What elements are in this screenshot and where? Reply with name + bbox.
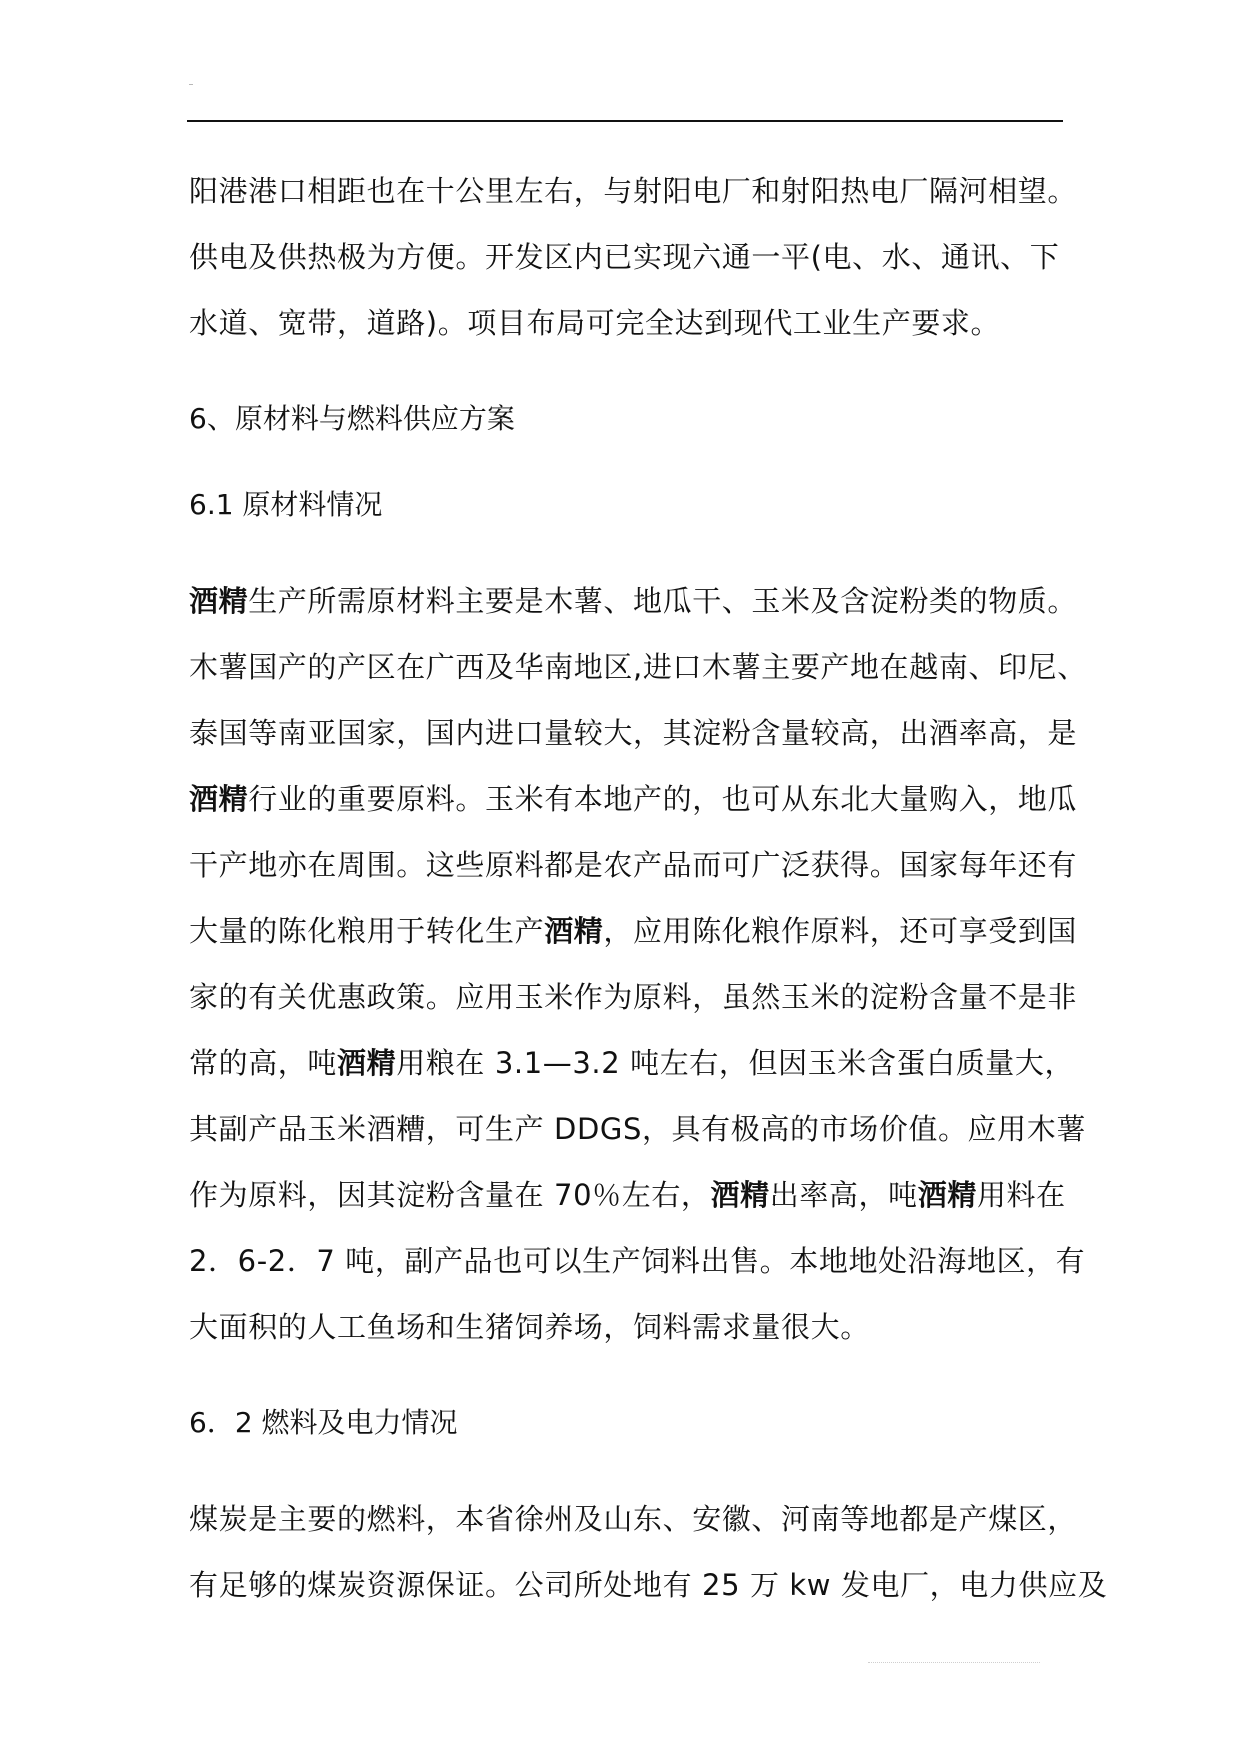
highlighted-term: 酒精 xyxy=(189,584,249,618)
raw-material-paragraph xyxy=(189,568,1087,1360)
fuel-paragraph xyxy=(189,1486,1108,1618)
line-text: 常的高，吨 xyxy=(189,1046,338,1080)
line-text: 出率高，吨 xyxy=(769,1178,918,1212)
highlighted-term: 酒精 xyxy=(917,1178,977,1212)
highlighted-term: 酒精 xyxy=(337,1046,397,1080)
paragraph-line xyxy=(189,766,1078,832)
highlighted-term: 酒精 xyxy=(189,782,249,816)
footer-rule xyxy=(868,1662,1040,1663)
paragraph-line xyxy=(189,1162,1066,1228)
document-body xyxy=(189,158,1108,1618)
intro-paragraph xyxy=(189,158,1078,356)
line-text: 行业的重要原料。玉米有本地产的，也可从东北大量购入，地瓜 xyxy=(248,782,1078,816)
paragraph-line: 水道、宽带，道路)。项目布局可完全达到现代工业生产要求。 xyxy=(189,306,1001,340)
paragraph-line xyxy=(189,898,1078,964)
section-heading-6-2: 6．2 燃料及电力情况 xyxy=(189,1406,458,1439)
header-rule xyxy=(187,120,1063,122)
line-text: 大量的陈化粮用于转化生产 xyxy=(189,914,545,948)
paragraph-line: 其副产品玉米酒糟，可生产 DDGS，具有极高的市场价值。应用木薯 xyxy=(189,1112,1086,1146)
highlighted-term: 酒精 xyxy=(710,1178,770,1212)
paragraph-line: 木薯国产的产区在广西及华南地区,进口木薯主要产地在越南、印尼、 xyxy=(189,650,1087,684)
paragraph-line: 煤炭是主要的燃料，本省徐州及山东、安徽、河南等地都是产煤区， xyxy=(189,1502,1078,1536)
section-heading-6-1: 6.1 原材料情况 xyxy=(189,488,383,521)
paragraph-line: 供电及供热极为方便。开发区内已实现六通一平(电、水、通讯、下 xyxy=(189,240,1060,274)
paragraph-line xyxy=(189,568,1078,634)
line-text: 用粮在 3.1—3.2 吨左右，但因玉米含蛋白质量大， xyxy=(396,1046,1075,1080)
paragraph-line: 大面积的人工鱼场和生猪饲养场，饲料需求量很大。 xyxy=(189,1310,870,1344)
paragraph-line xyxy=(189,1030,1075,1096)
paragraph-line: 泰国等南亚国家，国内进口量较大，其淀粉含量较高，出酒率高，是 xyxy=(189,716,1078,750)
line-text: 作为原料，因其淀粉含量在 70％左右， xyxy=(189,1178,711,1212)
paragraph-line: 2．6-2．7 吨，副产品也可以生产饲料出售。本地地处沿海地区，有 xyxy=(189,1244,1086,1278)
section-heading-6: 6、原材料与燃料供应方案 xyxy=(189,402,515,435)
header-mark xyxy=(189,84,193,85)
line-text: 生产所需原材料主要是木薯、地瓜干、玉米及含淀粉类的物质。 xyxy=(248,584,1078,618)
paragraph-line: 家的有关优惠政策。应用玉米作为原料，虽然玉米的淀粉含量不是非 xyxy=(189,980,1078,1014)
highlighted-term: 酒精 xyxy=(544,914,604,948)
line-text: 用料在 xyxy=(976,1178,1066,1212)
paragraph-line: 阳港港口相距也在十公里左右，与射阳电厂和射阳热电厂隔河相望。 xyxy=(189,174,1078,208)
paragraph-line: 干产地亦在周围。这些原料都是农产品而可广泛获得。国家每年还有 xyxy=(189,848,1078,882)
line-text: ，应用陈化粮作原料，还可享受到国 xyxy=(603,914,1078,948)
paragraph-line: 有足够的煤炭资源保证。公司所处地有 25 万 kw 发电厂，电力供应及 xyxy=(189,1568,1108,1602)
